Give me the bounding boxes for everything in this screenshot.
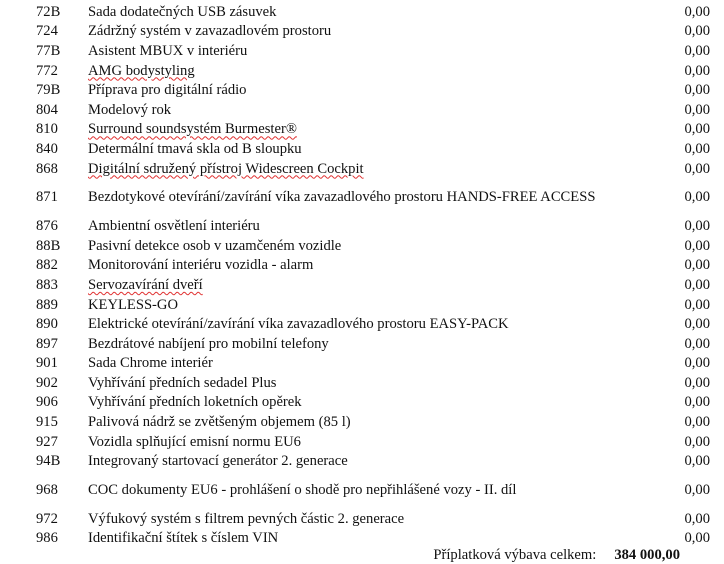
option-code: 906 [36,394,58,411]
table-row [0,100,724,120]
option-price: 0,00 [684,530,710,547]
option-price: 0,00 [684,42,710,59]
option-code: 72B [36,3,61,20]
option-code: 88B [36,237,61,254]
equipment-table-body [0,2,724,548]
option-code: 94B [36,453,61,470]
table-row [0,256,724,276]
option-code: 968 [36,482,58,499]
option-price: 0,00 [684,121,710,138]
option-price: 0,00 [684,335,710,352]
option-description: Ambientní osvětlení interiéru [88,218,260,235]
option-description: Palivová nádrž se zvětšeným objemem (85 l) [88,414,351,431]
option-code: 871 [36,189,58,206]
option-description: Vyhřívání předních loketních opěrek [88,394,302,411]
option-code: 868 [36,160,58,177]
option-description [88,159,628,179]
option-code: 79B [36,82,61,99]
table-row [0,236,724,256]
option-description: Asistent MBUX v interiéru [88,42,248,59]
option-description: Bezdotykové otevírání/zavírání víka zavazadlového prostoru HANDS-FREE ACCESS [88,189,596,206]
table-row [0,354,724,374]
equipment-total-label: Příplatková výbava celkem: [433,547,597,563]
option-code: 890 [36,316,58,333]
option-code: 986 [36,530,58,547]
option-description: Integrovaný startovací generátor 2. generace [88,453,348,470]
table-row [0,529,724,549]
option-description: Determální tmavá skla od B sloupku [88,140,302,157]
option-price: 0,00 [684,374,710,391]
option-price: 0,00 [684,62,710,79]
table-row [0,373,724,393]
option-code: 915 [36,414,58,431]
option-description-text: Surround soundsystém Burmester® [88,121,297,138]
option-price: 0,00 [684,23,710,40]
option-code: 724 [36,23,58,40]
option-code: 810 [36,121,58,138]
table-row [0,80,724,100]
table-row [0,412,724,432]
option-description: Výfukový systém s filtrem pevných částic 2. generace [88,510,405,527]
option-price: 0,00 [684,316,710,333]
option-description [88,61,628,81]
equipment-total-amount: 384 000,00 [614,547,680,563]
option-price: 0,00 [684,257,710,274]
option-code: 897 [36,335,58,352]
option-price: 0,00 [684,433,710,450]
option-price: 0,00 [684,482,710,499]
option-description: Zádržný systém v zavazadlovém prostoru [88,23,332,40]
table-row [0,178,724,216]
option-code: 804 [36,101,58,118]
option-description: Vyhřívání předních sedadel Plus [88,374,277,391]
table-row [0,509,724,529]
option-code: 927 [36,433,58,450]
equipment-list-document [0,2,724,548]
option-description: Modelový rok [88,101,172,118]
table-row [0,61,724,81]
option-price: 0,00 [684,3,710,20]
option-price: 0,00 [684,140,710,157]
table-row [0,2,724,22]
table-row [0,159,724,179]
table-row [0,432,724,452]
option-price: 0,00 [684,101,710,118]
option-code: 876 [36,218,58,235]
option-description: Identifikační štítek s číslem VIN [88,530,279,547]
option-description: KEYLESS-GO [88,296,178,313]
table-row [0,139,724,159]
table-row [0,393,724,413]
option-price: 0,00 [684,453,710,470]
option-code: 972 [36,510,58,527]
table-row [0,22,724,42]
option-description: Bezdrátové nabíjení pro mobilní telefony [88,335,329,352]
option-description: Sada dodatečných USB zásuvek [88,3,277,20]
option-price: 0,00 [684,510,710,527]
option-code: 840 [36,140,58,157]
option-description: Příprava pro digitální rádio [88,82,247,99]
option-code: 889 [36,296,58,313]
option-description-text: Servozavírání dveří [88,276,203,293]
option-code: 882 [36,257,58,274]
table-row [0,314,724,334]
option-price: 0,00 [684,394,710,411]
option-description: Pasivní detekce osob v uzamčeném vozidle [88,237,342,254]
table-row [0,120,724,140]
option-price: 0,00 [684,189,710,206]
table-row [0,216,724,236]
table-row [0,334,724,354]
option-description: COC dokumenty EU6 - prohlášení o shodě pro nepřihlášené vozy - II. díl [88,482,517,499]
option-description-text: AMG bodystyling [88,62,195,79]
table-row [0,41,724,61]
option-description [88,275,628,295]
option-price: 0,00 [684,160,710,177]
equipment-total [433,547,680,564]
option-description: Vozidla splňující emisní normu EU6 [88,433,301,450]
option-price: 0,00 [684,414,710,431]
option-price: 0,00 [684,82,710,99]
option-description: Elektrické otevírání/zavírání víka zavazadlového prostoru EASY-PACK [88,316,509,333]
option-price: 0,00 [684,218,710,235]
option-price: 0,00 [684,276,710,293]
table-row [0,471,724,509]
option-description: Sada Chrome interiér [88,355,213,372]
option-code: 901 [36,355,58,372]
equipment-table [0,2,724,548]
table-row [0,275,724,295]
option-code: 902 [36,374,58,391]
option-description: Monitorování interiéru vozidla - alarm [88,257,314,274]
option-price: 0,00 [684,296,710,313]
option-price: 0,00 [684,355,710,372]
option-code: 883 [36,276,58,293]
option-code: 772 [36,62,58,79]
option-description [88,120,628,140]
option-code: 77B [36,42,61,59]
table-row [0,451,724,471]
table-row [0,295,724,315]
option-price: 0,00 [684,237,710,254]
option-description-text: Digitální sdružený přístroj Widescreen Cockpit [88,160,364,177]
